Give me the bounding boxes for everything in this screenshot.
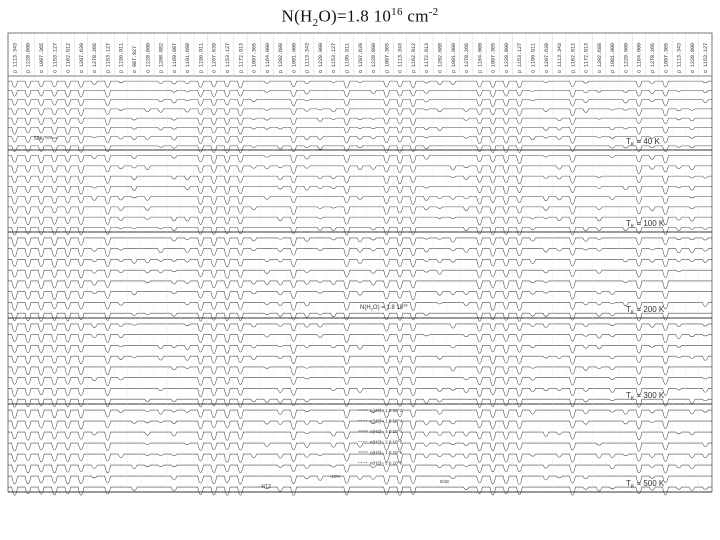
spectrum-row [8,238,712,246]
density-legend-entry: n(H2)= 4.0 10^4 [370,429,403,434]
column-label: o 1162.912 [65,42,72,73]
column-label: o 1153.127 [224,42,231,73]
title-unit: cm [407,6,429,26]
spectrum-row [8,476,712,484]
panel-temperature-label: $T_K = 100$ K [626,219,665,230]
column-label: o 1097.365 [663,42,670,73]
panel-frames [8,33,712,492]
spectrum-row [8,227,712,235]
panel5-left-annotation: - 4/12 [258,484,271,490]
column-label: o 1081.000 [291,42,298,73]
spectrum-row [8,197,712,205]
column-label: p 1153.127 [105,42,112,73]
column-label: o 1164.000 [636,42,643,73]
spectrum-row [8,410,712,418]
column-label: p 1190.911 [118,42,125,73]
spectra-baselines [8,81,712,495]
column-label: o 1207.639 [357,42,364,73]
spectrum-row [8,367,712,375]
column-label: o 1153.127 [703,42,710,73]
column-label: o 1101.698 [185,42,192,73]
column-label: o 1229.000 [623,42,630,73]
density-legend-entry: n(H2)= 5.0 10^6 [370,460,403,466]
column-label: o 1172.913 [583,42,590,73]
spectrum-row [8,378,712,386]
column-label: p 1208.882 [158,42,165,73]
column-label: p 1162.912 [570,42,577,73]
column-label: p 1081.000 [610,42,617,73]
spectrum-row [8,270,712,278]
spectrum-row [8,146,712,153]
column-label: o 1228.800 [145,42,152,73]
column-label: o 1172.913 [424,42,431,73]
column-label: o 1278.266 [464,42,471,73]
column-label: p 1278.266 [650,42,657,73]
panel1-left-annotation: 50K [34,136,43,142]
panel5-mid-annotation: -10% [330,474,341,479]
column-label: o 1164.000 [264,42,271,73]
title-unit-sup: -2 [428,6,439,18]
spectrum-row [8,127,712,134]
spectrum-row [8,345,712,353]
spectrum-row [8,418,712,429]
density-legend-entry: n(H2)= 2.0 10^5 [370,439,403,445]
column-label: p 1097.365 [384,42,391,73]
spectrum-row [8,281,712,289]
column-label: o 1169.887 [171,42,178,73]
spectrum-row [8,100,712,107]
column-label: p 1190.911 [344,42,351,73]
spectrum-row [8,166,712,174]
column-separators [21,33,698,492]
spectrum-row [8,454,712,462]
column-label: p 1113.343 [304,42,311,73]
spectrum-row [8,432,712,440]
column-label: p 1228.800 [25,42,32,73]
column-label: o 987.927 [131,45,138,73]
column-label: p 1172.913 [238,42,245,73]
spectrum-row [8,118,712,125]
spectrum-row [8,156,712,164]
column-label: p 1164.000 [477,42,484,73]
column-label: o 1202.688 [596,42,603,73]
column-label: p 1153.127 [517,42,524,73]
column-label: o 1228.800 [503,42,510,73]
title-prefix: N(H [281,6,313,26]
column-label: o 1207.639 [211,42,218,73]
spectrum-row [8,176,712,184]
column-labels [12,43,709,73]
column-label: o 1097.365 [251,42,258,73]
spectrum-row [8,465,712,473]
spectrum-row [8,259,712,267]
column-label: p 1113.343 [12,42,19,73]
spectrum-row [8,487,712,495]
spectrum-row [8,388,712,396]
column-label: o 1207.639 [78,42,85,73]
column-label: p 1202.688 [278,42,285,73]
column-label: o 1228.800 [689,42,696,73]
spectrum-row [8,90,712,97]
spectrum-row [8,207,712,215]
spectrum-row [8,443,712,451]
spectrum-row [8,137,712,144]
column-label: o 1153.127 [52,42,59,73]
column-label: o 1097.365 [39,42,46,73]
panel5-mid2-annotation: 8/18 [440,479,449,484]
column-label: o 1190.911 [530,42,537,73]
spectrum-row [8,335,712,343]
spectrum-row [8,186,712,194]
column-label: p 1081.000 [450,42,457,73]
spectrum-row [8,399,712,407]
panel3-column-density: $N(H_2O) = 1.8$ $10^{16}$ [360,302,408,312]
column-label: o 1229.000 [317,42,324,73]
panel-temperature-label: $T_K = 300$ K [626,391,665,402]
column-label: o 1207.639 [543,42,550,73]
spectrum-row [8,109,712,116]
density-legend-entry: n(H2)= 1.0 10^2 [370,408,403,413]
spectrum-row [8,81,712,88]
density-legend-entry: n(H2)= 1.0 10^6 [370,450,403,455]
column-label: o 1202.688 [437,42,444,73]
spectrum-row [8,324,712,332]
density-legend-entry: n(H2)= 1.0 10^4 [370,418,403,424]
panel-temperature-label: $T_K = 500$ K [626,479,665,490]
figure-border [8,33,712,492]
panel-temperature-label: $T_K = 40$ K [626,137,660,148]
title-sub: 2 [312,17,319,30]
panel-temperature-label: $T_K = 200$ K [626,305,665,316]
column-label: o 1228.800 [371,42,378,73]
spectrum-row [8,292,712,300]
column-label: o 1153.127 [331,42,338,73]
column-label: p 1162.912 [410,42,417,73]
spectrum-row [8,217,712,225]
spectrum-row [8,313,712,321]
title-sup: 16 [391,6,403,18]
column-label: o 1097.365 [490,42,497,73]
column-label: o 1278.266 [92,42,99,73]
column-label: p 1190.911 [198,42,205,73]
column-label: o 1113.343 [557,42,564,73]
title-mid: O)=1.8 10 [318,6,392,26]
column-label: p 1113.343 [676,42,683,73]
spectrum-row [8,249,712,257]
column-label: o 1113.343 [397,42,404,73]
spectrum-row [8,356,712,364]
